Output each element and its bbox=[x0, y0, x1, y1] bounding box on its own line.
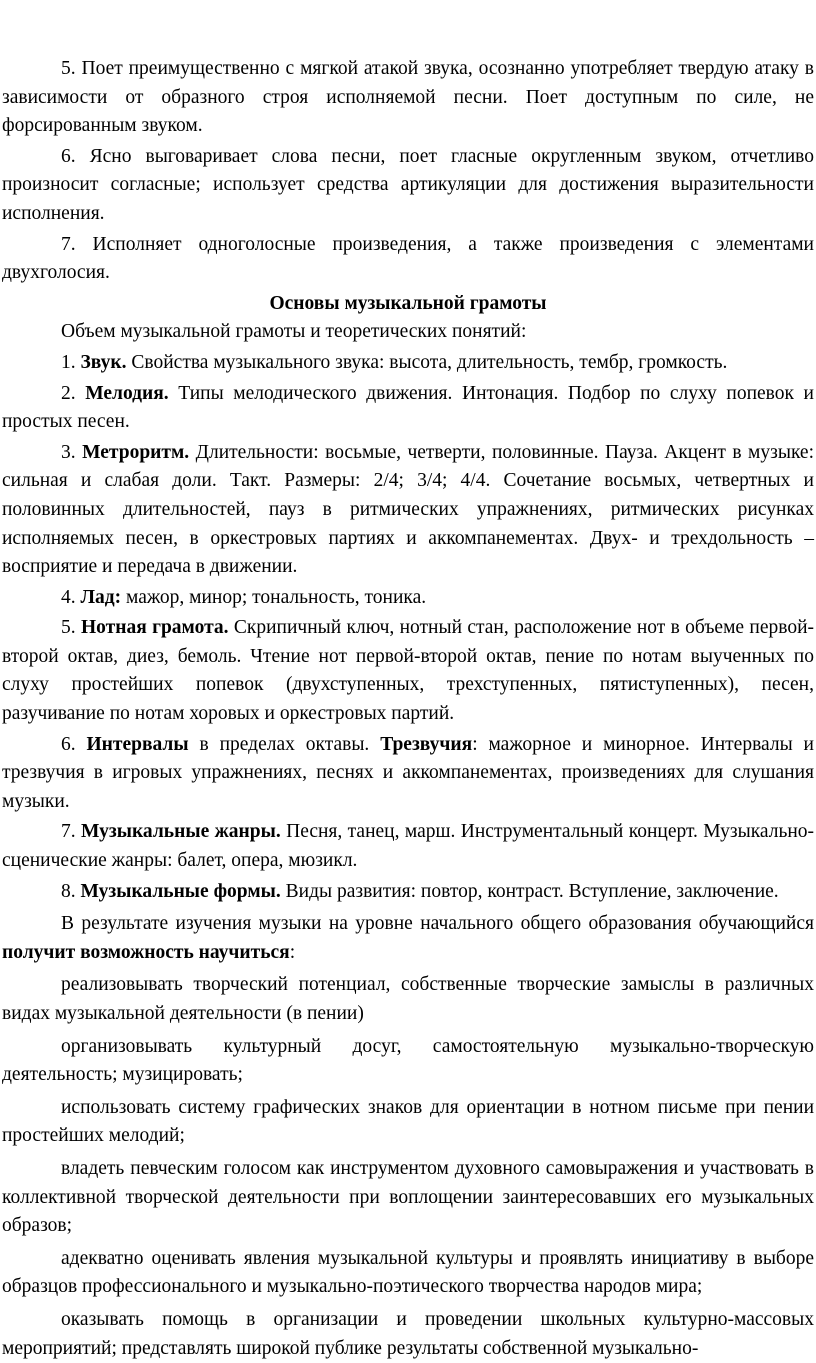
intro-paragraph: Объем музыкальной грамоты и теоретических понятий: bbox=[61, 321, 527, 343]
section-heading: Основы музыкальной грамоты bbox=[269, 292, 547, 314]
paragraph-item-7: 7. Исполняет одноголосные произведения, а также произведения с элементами двухголосия. bbox=[2, 233, 814, 284]
topic-number: 2. bbox=[61, 382, 76, 404]
topic-number: 7. bbox=[61, 821, 76, 843]
topic-text: Длительности: восьмые, четверти, половинные. Пауза. Акцент в музыке: сильная и слабая доли. Такт. Размеры: 2/4; 3/4; 4/4. Сочетание восьмых, четвертных и половинных длительностей, пауз в ритмических упражнениях, ритмических рисунках исполняемых песен, в оркестровых партиях и аккомпанементах. Двух- и трехдольность – восприятие и передача в движении. bbox=[2, 441, 815, 578]
topic-text: в пределах октавы. bbox=[199, 733, 370, 755]
topic-number: 5. bbox=[61, 617, 76, 639]
topic-notation bbox=[2, 614, 814, 728]
outcome-item: оказывать помощь в организации и проведении школьных культурно-массовых мероприятий; представлять широкой публике результаты собственной музыкально- bbox=[2, 1308, 814, 1359]
result-paragraph bbox=[2, 910, 814, 967]
topic-text: мажор, минор; тональность, тоника. bbox=[126, 586, 427, 608]
topic-text: : мажорное и минорное. Интервалы и трезвучия в игровых упражнениях, песнях и аккомпанементах, произведениях для слушания музыки. bbox=[2, 733, 814, 812]
topic-intervals bbox=[2, 731, 814, 817]
topic-text: Типы мелодического движения. Интонация. Подбор по слуху попевок и простых песен. bbox=[2, 382, 814, 433]
topic-melody bbox=[2, 380, 814, 437]
topic-metrorhythm bbox=[2, 439, 814, 582]
topic-number: 3. bbox=[61, 441, 76, 463]
topic-text: Виды развития: повтор, контраст. Вступление, заключение. bbox=[285, 880, 779, 902]
topic-term: Интервалы bbox=[86, 733, 189, 755]
topic-forms bbox=[2, 878, 814, 907]
topic-sound bbox=[2, 349, 814, 378]
topic-term: Нотная грамота. bbox=[80, 617, 229, 639]
topic-term: Трезвучия bbox=[380, 733, 473, 755]
topic-term: Музыкальные жанры. bbox=[81, 821, 281, 843]
topic-term: Метроритм. bbox=[82, 441, 190, 463]
result-colon: : bbox=[289, 941, 296, 963]
outcome-item: организовывать культурный досуг, самостоятельную музыкально-творческую деятельность; музицировать; bbox=[2, 1035, 814, 1086]
topic-number: 8. bbox=[61, 880, 76, 902]
topic-text: Скрипичный ключ, нотный стан, расположение нот в объеме первой-второй октав, диез, бемоль. Чтение нот первой-второй октав, пение по нотам выученных по слуху простейших попевок (двухступенных, трехступенных, пятиступенных), песен, разучивание по нотам хоровых и оркестровых партий. bbox=[2, 617, 815, 725]
topic-number: 1. bbox=[61, 351, 76, 373]
topic-text: Песня, танец, марш. Инструментальный концерт. Музыкально-сценические жанры: балет, опера, мюзикл. bbox=[2, 821, 815, 872]
topic-term: Звук. bbox=[80, 351, 127, 373]
topic-term: Мелодия. bbox=[85, 382, 169, 404]
outcome-item: адекватно оценивать явления музыкальной культуры и проявлять инициативу в выборе образцов профессионального и музыкально-поэтического творчества народов мира; bbox=[2, 1247, 814, 1298]
topic-term: Лад: bbox=[80, 586, 122, 608]
topic-number: 6. bbox=[61, 733, 76, 755]
result-emphasis: получит возможность научиться bbox=[2, 941, 290, 963]
topic-term: Музыкальные формы. bbox=[80, 880, 281, 902]
paragraph-item-6: 6. Ясно выговаривает слова песни, поет гласные округленным звуком, отчетливо произносит согласные; использует средства артикуляции для достижения выразительности исполнения. bbox=[2, 145, 814, 224]
outcome-item: владеть певческим голосом как инструментом духовного самовыражения и участвовать в коллективной творческой деятельности при воплощении заинтересовавших его музыкальных образов; bbox=[2, 1157, 814, 1237]
topic-mode bbox=[2, 584, 814, 613]
topic-text: Свойства музыкального звука: высота, длительность, тембр, громкость. bbox=[131, 351, 728, 373]
result-text: В результате изучения музыки на уровне начального общего образования обучающийся bbox=[61, 913, 814, 935]
outcome-item: использовать систему графических знаков для ориентации в нотном письме при пении простейших мелодий; bbox=[2, 1096, 814, 1147]
topic-number: 4. bbox=[61, 586, 76, 608]
topic-genres bbox=[2, 818, 814, 875]
paragraph-item-5: 5. Поет преимущественно с мягкой атакой звука, осознанно употребляет твердую атаку в зависимости от образного строя исполняемой песни. Поет доступным по силе, не форсированным звуком. bbox=[2, 58, 814, 137]
outcome-item: реализовывать творческий потенциал, собственные творческие замыслы в различных видах музыкальной деятельности (в пении) bbox=[2, 974, 814, 1024]
